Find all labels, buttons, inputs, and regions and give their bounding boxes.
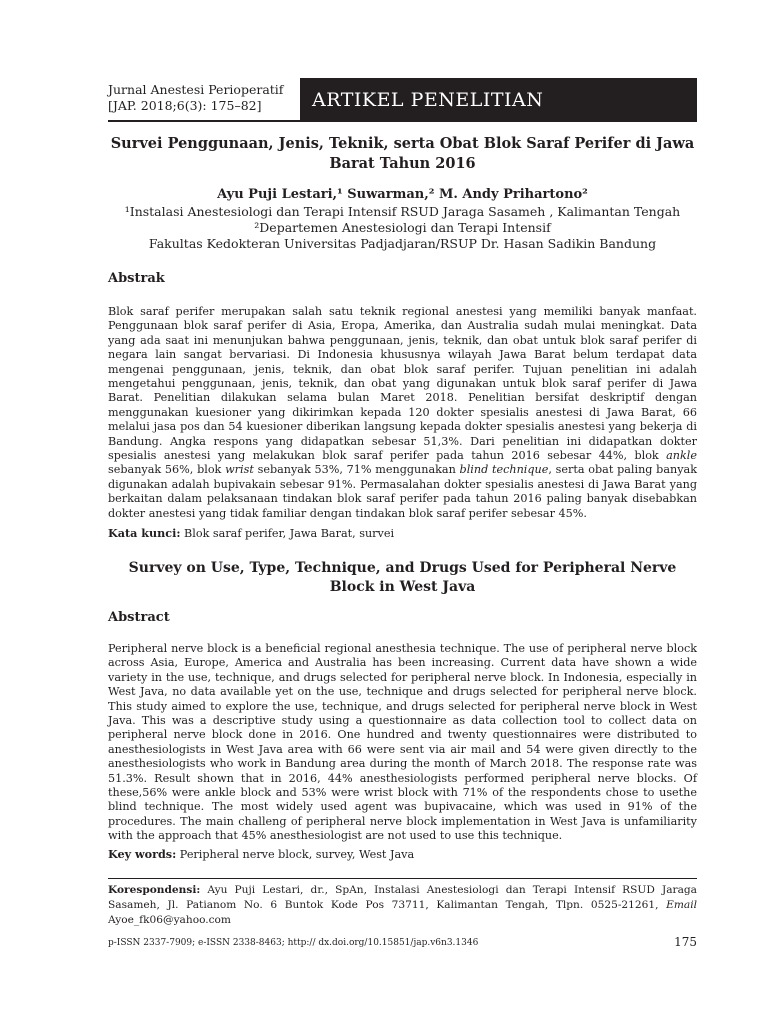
article-title-en: Survey on Use, Type, Technique, and Drugs Used for Peripheral Nerve Block in West Java <box>128 560 677 595</box>
key-words <box>108 847 697 861</box>
abstrak-wrist: wrist <box>225 463 254 477</box>
abstrak-text-4: , serta obat paling banyak digunakan adalah bupivakain sebesar 91%. Permasalahan dokter spesialis anestesi di Jawa Barat yang berkaitan dalam pelaksanaan tindakan blok saraf perifer pada tahun 2016 paling banyak disebabkan dokter anestesi yang tidak familiar dengan tindakan blok saraf perifer sebesar 45%. <box>108 463 697 520</box>
affiliation-1: ¹Instalasi Anestesiologi dan Terapi Intensif RSUD Jaraga Sasameh , Kalimantan Tengah <box>124 204 681 219</box>
footnote-rule <box>108 878 697 879</box>
page-number: 175 <box>674 935 697 949</box>
abstract-heading: Abstract <box>108 610 170 625</box>
affiliation-3: Fakultas Kedokteran Universitas Padjadjaran/RSUP Dr. Hasan Sadikin Bandung <box>148 236 657 251</box>
issn-doi-line: p-ISSN 2337-7909; e-ISSN 2338-8463; http:// dx.doi.org/10.15851/jap.v6n3.1346 <box>108 938 479 948</box>
author-names: Ayu Puji Lestari,¹ Suwarman,² M. Andy Prihartono² <box>217 187 588 202</box>
email-label: Email <box>666 899 697 911</box>
kata-kunci <box>108 526 697 540</box>
abstrak-text-2: sebanyak 56%, blok <box>108 463 226 477</box>
correspondence <box>108 883 697 928</box>
abstrak-heading: Abstrak <box>108 271 165 286</box>
journal-citation: [JAP. 2018;6(3): 175–82] <box>108 98 262 113</box>
abstrak-blind: blind technique <box>459 463 549 477</box>
abstrak-ankle: ankle <box>666 449 697 463</box>
abstrak-text-3: sebanyak 53%, 71% menggunakan <box>253 463 460 477</box>
page-header <box>108 78 697 122</box>
journal-name: Jurnal Anestesi Perioperatif <box>108 82 284 97</box>
correspondence-text: Ayu Puji Lestari, dr., SpAn, Instalasi Anestesiologi dan Terapi Intensif RSUD Jaraga Sasameh, Jl. Patianom No. 6 Buntok Kode Pos 73711, Kalimantan Tengah, Tlpn. 0525-21261, <box>108 884 697 911</box>
abstrak-text-1: Blok saraf perifer merupakan salah satu teknik regional anestesi yang memiliki banyak manfaat. Penggunaan blok saraf perifer di Asia, Eropa, Amerika, dan Australia sudah mulai meningkat. Data yang ada saat ini menunjukan bahwa penggunaan, jenis, teknik, dan obat untuk blok saraf perifer di negara lain sangat bervariasi. Di Indonesia khususnya wilayah Jawa Barat belum terdapat data mengenai penggunaan, jenis, teknik, dan obat blok saraf perifer. Tujuan penelitian ini adalah mengetahui penggunaan, jenis, teknik, dan obat yang digunakan untuk blok saraf perifer di Jawa Barat. Penelitian dilakukan selama bulan Maret 2018. Penelitian bersifat deskriptif dengan menggunakan kuesioner yang dikirimkan kepada 120 dokter spesialis anestesi di Jawa Barat, 66 melalui jasa pos dan 54 kuesioner diberikan langsung kepada dokter spesialis anestesi yang bekerja di Bandung. Angka respons yang didapatkan sebesar 51,3%. Dari penelitian ini didapatkan dokter spesialis anestesi yang melakukan blok saraf perifer pada tahun 2016 sebesar 44%, blok <box>108 305 697 463</box>
kata-kunci-text: Blok saraf perifer, Jawa Barat, survei <box>180 527 395 540</box>
abstrak-body <box>108 305 697 521</box>
abstract-body: Peripheral nerve block is a beneficial regional anesthesia technique. The use of peripheral nerve block across Asia, Europe, America and Australia has been increasing. Current data have shown a wide variety in the use, technique, and drugs selected for peripheral nerve block. In Indonesia, especially in West Java, no data available yet on the use, technique and drugs selected for peripheral nerve block. This study aimed to explore the use, technique, and drugs selected for peripheral nerve block in West Java. This was a descriptive study using a questionnaire as data collection tool to collect data on peripheral nerve block done in 2016. One hundred and twenty questionnaires were distributed to anesthesiologists in West Java area with 66 were sent via air mail and 54 were given directly to the anesthesiologists who work in Bandung area during the month of March 2018. The response rate was 51.3%. Result shown that in 2016, 44% anesthesiologists performed peripheral nerve blocks. Of these,56% were ankle block and 53% were wrist block with 71% of the respondents chose to usethe blind technique. The most widely used agent was bupivacaine, which was used in 91% of the procedures. The main challeng of peripheral nerve block implementation in West Java is unfamiliarity with the approach that 45% anesthesiologist are not used to use this technique. <box>108 642 697 843</box>
article-type-banner: ARTIKEL PENELITIAN <box>300 78 697 122</box>
key-words-label: Key words: <box>108 847 177 861</box>
author-block <box>108 187 697 252</box>
journal-info <box>108 82 283 114</box>
kata-kunci-label: Kata kunci: <box>108 526 181 540</box>
article-title-id: Survei Penggunaan, Jenis, Teknik, serta Obat Blok Saraf Perifer di Jawa Barat Tahun 2016 <box>110 135 695 172</box>
correspondence-label: Korespondensi: <box>108 884 201 896</box>
email-address[interactable]: Ayoe_fk06@yahoo.com <box>108 914 231 926</box>
key-words-text: Peripheral nerve block, survey, West Java <box>176 848 415 861</box>
header-rule <box>108 120 308 122</box>
affiliation-2: ²Departemen Anestesiologi dan Terapi Intensif <box>254 220 551 235</box>
